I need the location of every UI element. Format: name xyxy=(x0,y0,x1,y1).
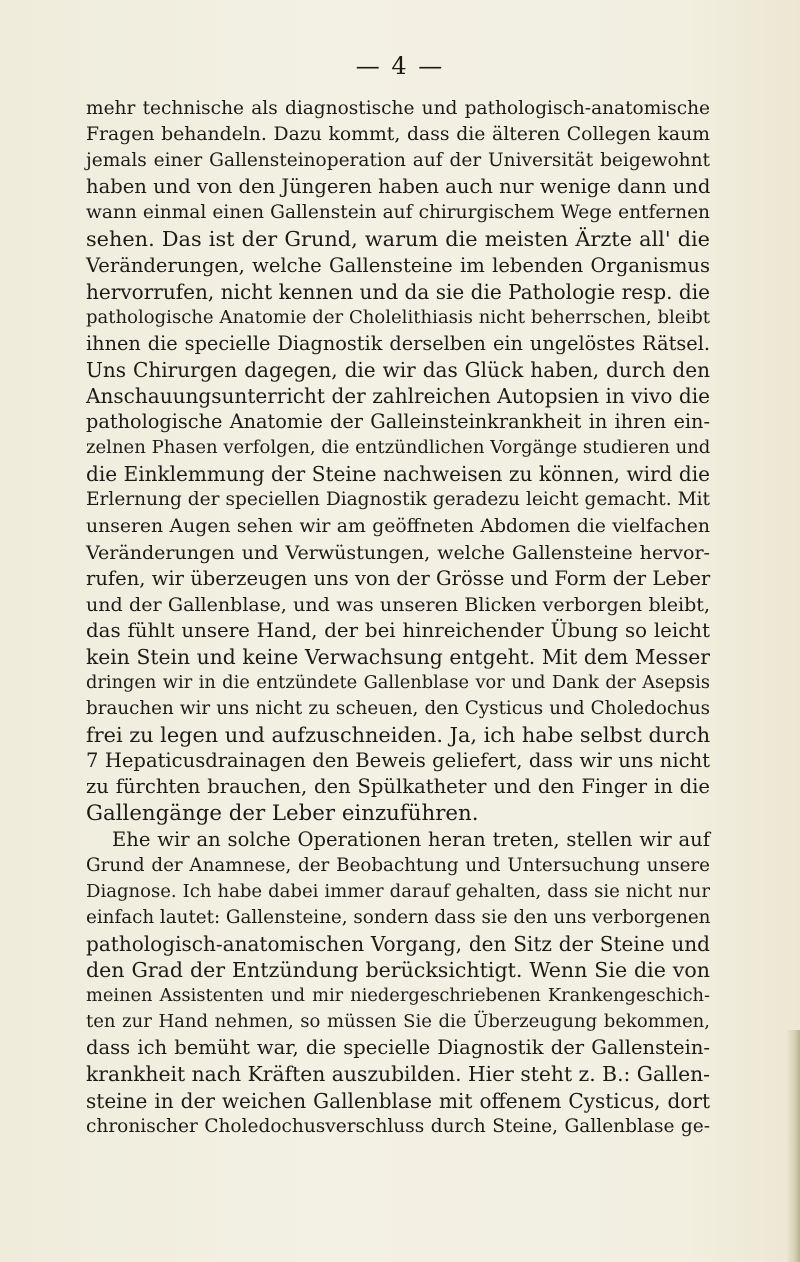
text-line: steine in der weichen Gallenblase mit offenem Cysticus, dort xyxy=(86,1088,710,1113)
text-line: pathologisch-anatomischen Vorgang, den Sitz der Steine und xyxy=(86,932,710,956)
page-number: — 4 — xyxy=(355,52,445,80)
text-line: 7 Hepaticusdrainagen den Beweis geliefert, dass wir uns nicht xyxy=(86,749,710,773)
page-edge-shadow xyxy=(786,1030,800,1262)
text-line: mehr technische als diagnostische und pathologisch-anatomische xyxy=(86,98,710,119)
text-line: Grund der Anamnese, der Beobachtung und Untersuchung unsere xyxy=(86,854,710,876)
text-line: dringen wir in die entzündete Gallenblase vor und Dank der Asepsis xyxy=(86,672,710,694)
text-line: ten zur Hand nehmen, so müssen Sie die Überzeugung bekommen, xyxy=(86,1011,710,1033)
text-line: jemals einer Gallensteinoperation auf der Universität beigewohnt xyxy=(86,150,710,172)
text-line: zu fürchten brauchen, den Spülkatheter und den Finger in die xyxy=(86,775,710,799)
text-line: brauchen wir uns nicht zu scheuen, den Cysticus und Choledochus xyxy=(86,698,710,720)
paragraph-2 xyxy=(86,827,710,1140)
text-line: Veränderungen, welche Gallensteine im lebenden Organismus xyxy=(86,253,710,277)
text-line: rufen, wir überzeugen uns von der Grösse und Form der Leber xyxy=(86,566,711,590)
text-line: unseren Augen sehen wir am geöffneten Abdomen die vielfachen xyxy=(86,515,710,537)
text-line: zelnen Phasen verfolgen, die entzündlichen Vorgänge studieren und xyxy=(86,437,711,459)
text-line: Veränderungen und Verwüstungen, welche Gallensteine hervor- xyxy=(86,541,710,564)
text-line: hervorrufen, nicht kennen und da sie die Pathologie resp. die xyxy=(86,279,710,304)
text-line: ihnen die specielle Diagnostik derselben ein ungelöstes Rätsel. xyxy=(86,331,710,355)
text-line: und der Gallenblase, und was unseren Blicken verborgen bleibt, xyxy=(86,593,710,616)
text-line: wann einmal einen Gallenstein auf chirurgischem Wege entfernen xyxy=(86,202,710,224)
text-line: haben und von den Jüngeren haben auch nur wenige dann und xyxy=(86,175,711,199)
text-line: kein Stein und keine Verwachsung entgeht. Mit dem Messer xyxy=(86,644,710,669)
text-line: pathologische Anatomie der Galleinsteinkrankheit in ihren ein- xyxy=(86,410,710,434)
text-line: frei zu legen und aufzuschneiden. Ja, ich habe selbst durch xyxy=(86,723,711,748)
text-line: sehen. Das ist der Grund, warum die meisten Ärzte all' die xyxy=(86,227,710,252)
text-line: dass ich bemüht war, die specielle Diagnostik der Gallenstein- xyxy=(86,1036,710,1060)
text-line: chronischer Choledochusverschluss durch Steine, Gallenblase ge- xyxy=(86,1115,710,1137)
text-line: Erlernung der speciellen Diagnostik geradezu leicht gemacht. Mit xyxy=(86,489,710,511)
text-line: Ehe wir an solche Operationen heran treten, stellen wir auf xyxy=(112,827,710,851)
text-line: Anschauungsunterricht der zahlreichen Autopsien in vivo die xyxy=(86,384,710,409)
text-line: das fühlt unsere Hand, der bei hinreichender Übung so leicht xyxy=(86,618,710,642)
text-line: Diagnose. Ich habe dabei immer darauf gehalten, dass sie nicht nur xyxy=(86,880,710,902)
text-line: pathologische Anatomie der Cholelithiasis nicht beherrschen, bleibt xyxy=(86,306,710,328)
text-line: Fragen behandeln. Dazu kommt, dass die älteren Collegen kaum xyxy=(86,124,710,146)
text-line: meinen Assistenten und mir niedergeschriebenen Krankengeschich- xyxy=(86,985,710,1007)
body-text xyxy=(86,96,710,1140)
text-line: die Einklemmung der Steine nachweisen zu können, wird die xyxy=(86,462,710,487)
text-line: den Grad der Entzündung berücksichtigt. Wenn Sie die von xyxy=(86,958,710,983)
paragraph-1 xyxy=(86,96,710,827)
text-line: Uns Chirurgen dagegen, die wir das Glück haben, durch den xyxy=(86,357,710,382)
text-line: Gallengänge der Leber einzuführen. xyxy=(86,800,479,826)
text-line: krankheit nach Kräften auszubilden. Hier steht z. B.: Gallen- xyxy=(86,1062,710,1087)
text-line: einfach lautet: Gallensteine, sondern dass sie den uns verborgenen xyxy=(86,906,711,928)
